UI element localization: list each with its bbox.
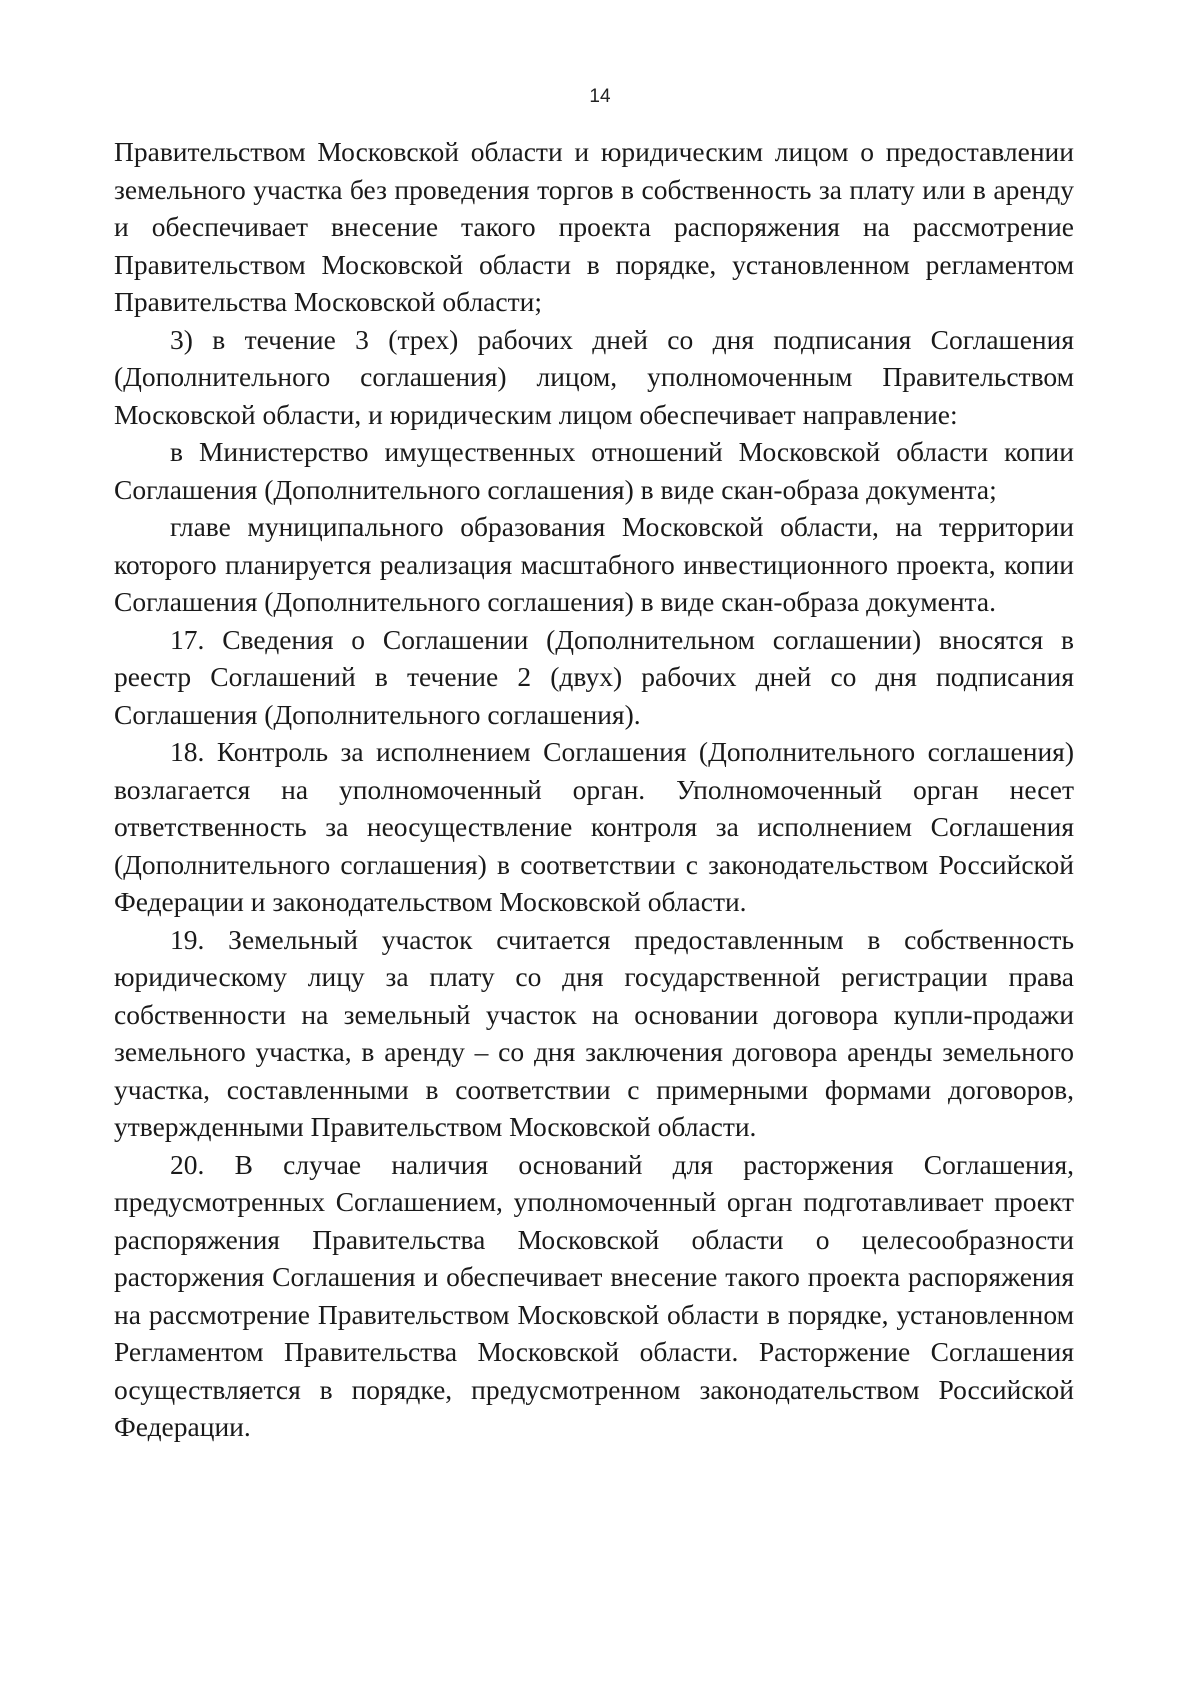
- paragraph-20: 20. В случае наличия оснований для расторжения Соглашения, предусмотренных Соглашением, уполномоченный орган подготавливает проект распоряжения Правительства Московской области о целесообразности расторжения Соглашения и обеспечивает внесение такого проекта распоряжения на рассмотрение Правительством Московской области в порядке, установленном Регламентом Правительства Московской области. Расторжение Соглашения осуществляется в порядке, предусмотренном законодательством Российской Федерации.: [114, 1148, 1074, 1442]
- paragraph-item-3: 3) в течение 3 (трех) рабочих дней со дня подписания Соглашения (Дополнительного соглашения) лицом, уполномоченным Правительством Московской области, и юридическим лицом обеспечивает направление:: [114, 323, 1074, 430]
- paragraph-19: 19. Земельный участок считается предоставленным в собственность юридическому лицу за плату со дня государственной регистрации права собственности на земельный участок на основании договора купли-продажи земельного участка, в аренду – со дня заключения договора аренды земельного участка, составленными в соответствии с примерными формами договоров, утвержденными Правительством Московской области.: [114, 923, 1074, 1142]
- paragraph-municipal-recipient: главе муниципального образования Московской области, на территории которого планируется реализация масштабного инвестиционного проекта, копии Соглашения (Дополнительного соглашения) в виде скан-образа документа.: [114, 511, 1074, 617]
- page-number: 14: [589, 86, 611, 107]
- paragraph-continuation: Правительством Московской области и юридическим лицом о предоставлении земельного участка без проведения торгов в собственность за плату или в аренду и обеспечивает внесение такого проекта распоряжения на рассмотрение Правительством Московской области в порядке, установленном регламентом Правительства Московской области;: [114, 136, 1074, 317]
- document-body: [114, 133, 1074, 1446]
- paragraph-ministry-recipient: в Министерство имущественных отношений Московской области копии Соглашения (Дополнительного соглашения) в виде скан-образа документа;: [114, 436, 1074, 505]
- paragraph-17: 17. Сведения о Соглашении (Дополнительном соглашении) вносятся в реестр Соглашений в течение 2 (двух) рабочих дней со дня подписания Соглашения (Дополнительного соглашения).: [114, 623, 1074, 730]
- paragraph-18: 18. Контроль за исполнением Соглашения (Дополнительного соглашения) возлагается на уполномоченный орган. Уполномоченный орган несет ответственность за неосуществление контроля за исполнением Соглашения (Дополнительного соглашения) в соответствии с законодательством Российской Федерации и законодательством Московской области.: [114, 736, 1074, 917]
